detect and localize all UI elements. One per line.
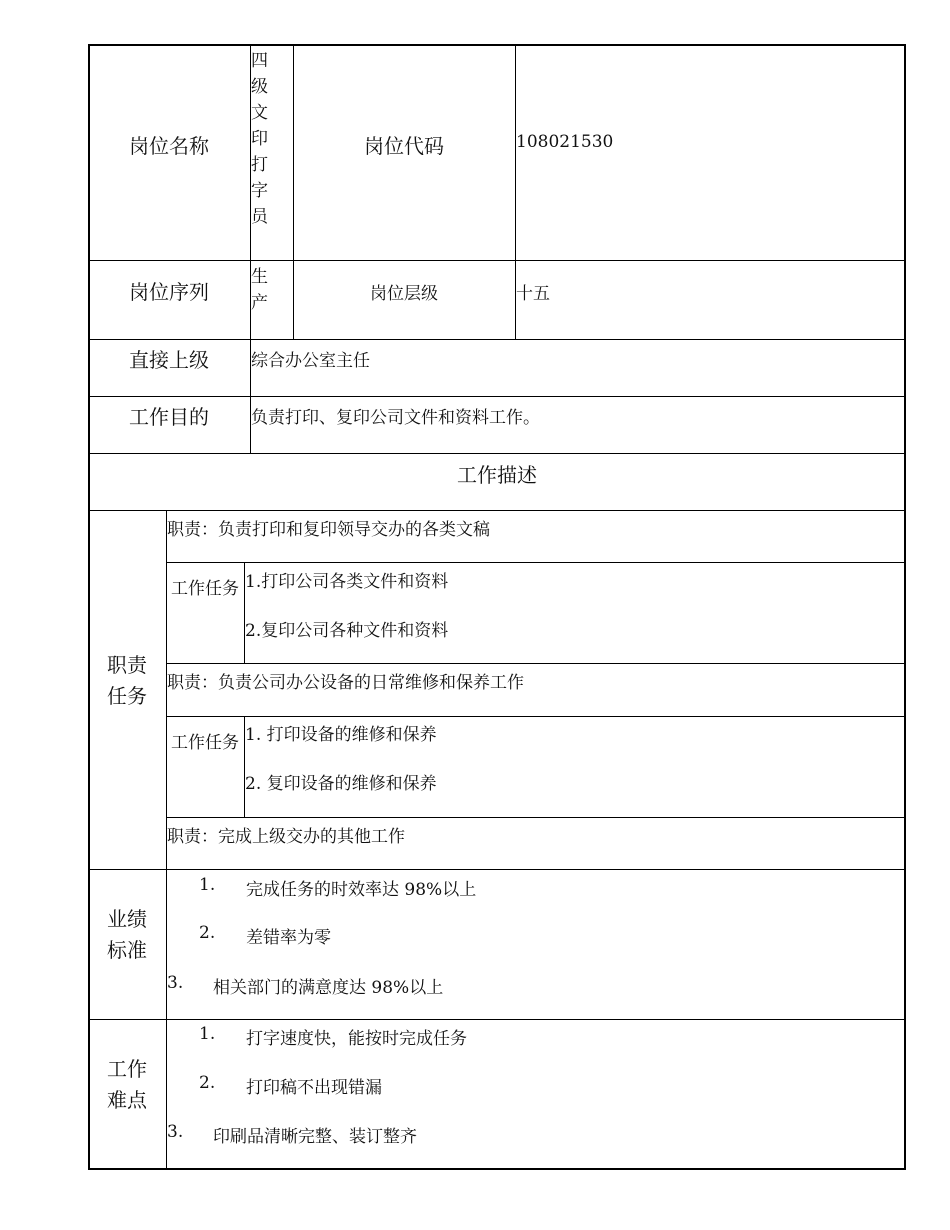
- job-description-table: [88, 44, 906, 1170]
- difficulty-label-line1: 工作: [107, 1057, 147, 1081]
- performance-num-3: 3.: [167, 973, 184, 993]
- task-2-2: 2. 复印设备的维修和保养: [245, 774, 437, 794]
- performance-label: [88, 904, 166, 966]
- row-divider: [166, 562, 906, 563]
- difficulty-item-2: 打印稿不出现错漏: [246, 1078, 382, 1098]
- level-label: 岗位层级: [370, 284, 438, 304]
- difficulty-num-1: 1.: [199, 1024, 216, 1044]
- row-divider: [166, 663, 906, 664]
- task-label-2: 工作任务: [171, 733, 239, 753]
- row-divider: [88, 869, 906, 870]
- duties-label: [88, 650, 166, 712]
- difficulty-label-line2: 难点: [107, 1088, 147, 1112]
- performance-num-2: 2.: [199, 923, 216, 943]
- difficulty-item-3: 印刷品清晰完整、装订整齐: [213, 1127, 417, 1147]
- sequence-label: 岗位序列: [129, 280, 209, 304]
- row-divider: [88, 260, 906, 261]
- duty-1: 职责：负责打印和复印领导交办的各类文稿: [167, 520, 490, 540]
- difficulty-num-2: 2.: [199, 1073, 216, 1093]
- row-divider: [88, 1019, 906, 1020]
- performance-item-3: 相关部门的满意度达 98%以上: [213, 978, 444, 998]
- task-1-1: 1.打印公司各类文件和资料: [245, 572, 449, 592]
- task-label-1: 工作任务: [171, 579, 239, 599]
- duty-2: 职责：负责公司办公设备的日常维修和保养工作: [167, 673, 524, 693]
- sequence-value: 生产: [251, 267, 268, 313]
- duties-label-line2: 任务: [107, 684, 147, 708]
- task-2-1: 1. 打印设备的维修和保养: [245, 725, 437, 745]
- position-code-label: 岗位代码: [364, 134, 444, 158]
- task-1-2: 2.复印公司各种文件和资料: [245, 621, 449, 641]
- superior-label: 直接上级: [129, 348, 209, 372]
- purpose-value: 负责打印、复印公司文件和资料工作。: [251, 408, 540, 428]
- performance-label-line1: 业绩: [107, 907, 147, 931]
- difficulty-item-1: 打字速度快，能按时完成任务: [246, 1029, 467, 1049]
- difficulty-num-3: 3.: [167, 1122, 184, 1142]
- row-divider: [88, 453, 906, 454]
- row-divider: [88, 396, 906, 397]
- row-divider: [88, 339, 906, 340]
- level-value: 十五: [516, 284, 550, 304]
- performance-item-2: 差错率为零: [246, 928, 331, 948]
- performance-num-1: 1.: [199, 875, 216, 895]
- position-name-value: 四级文印打字员: [251, 51, 268, 227]
- performance-label-line2: 标准: [107, 938, 147, 962]
- difficulty-label: [88, 1054, 166, 1116]
- purpose-label: 工作目的: [129, 405, 209, 429]
- duty-3: 职责：完成上级交办的其他工作: [167, 827, 405, 847]
- duties-label-line1: 职责: [107, 653, 147, 677]
- description-title: 工作描述: [457, 463, 537, 487]
- row-divider: [166, 817, 906, 818]
- position-name-label: 岗位名称: [129, 134, 209, 158]
- position-code-value: 108021530: [516, 132, 614, 152]
- performance-item-1: 完成任务的时效率达 98%以上: [246, 880, 477, 900]
- row-divider: [166, 716, 906, 717]
- superior-value: 综合办公室主任: [251, 351, 370, 371]
- row-divider: [88, 510, 906, 511]
